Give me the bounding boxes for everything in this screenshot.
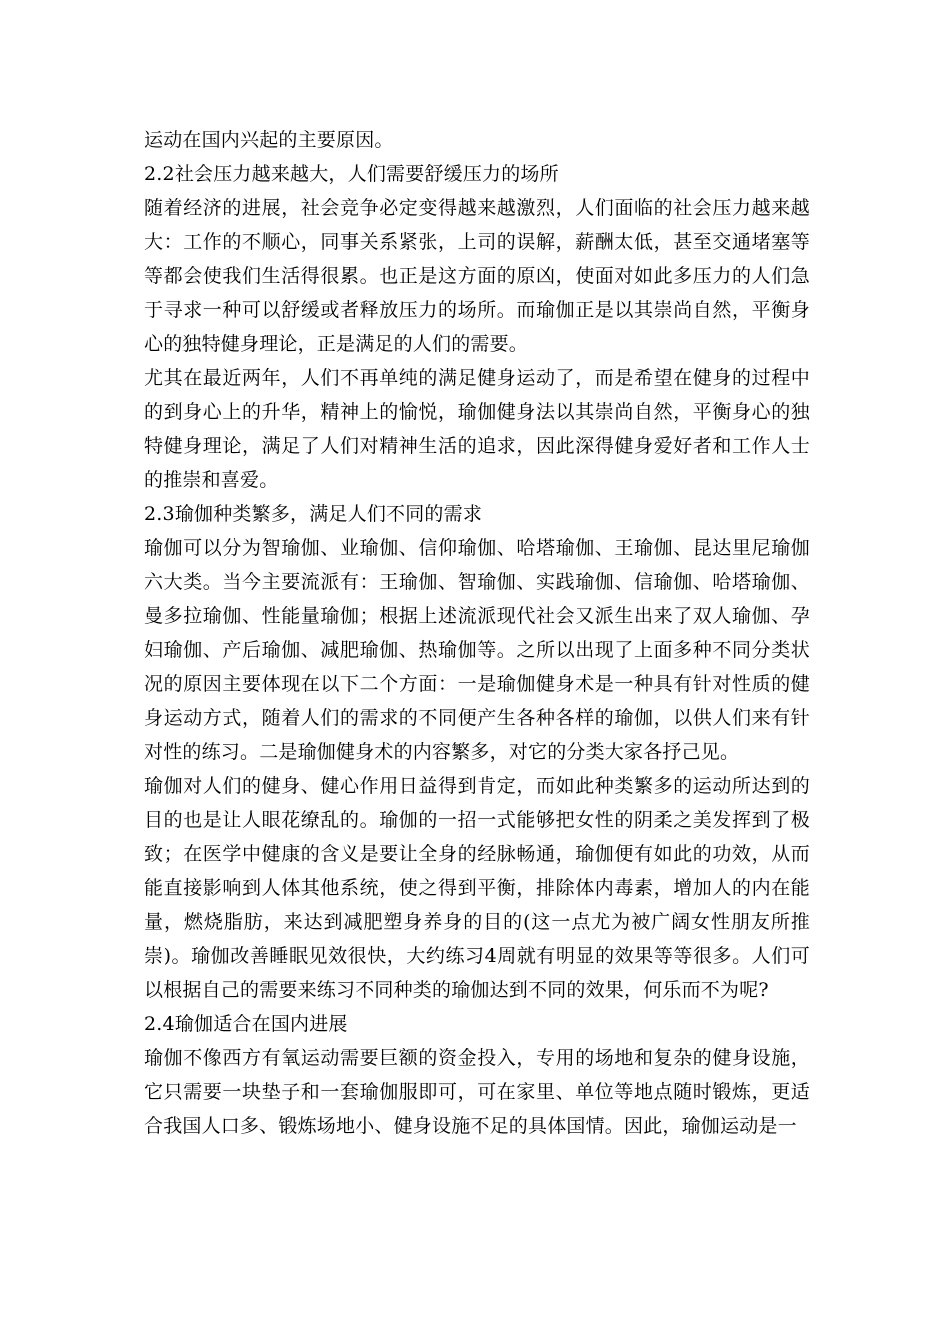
- paragraph: 随着经济的进展，社会竞争必定变得越来越激烈，人们面临的社会压力越来越大：工作的不顺心，同事关系紧张，上司的误解，薪酬太低，甚至交通堵塞等等都会使我们生活得很累。也正是这方面的原凶，使面对如此多压力的人们急于寻求一种可以舒缓或者释放压力的场所。而瑜伽正是以其崇尚自然，平衡身心的独特健身理论，正是满足的人们的需要。: [144, 197, 810, 355]
- section-heading-2-3: 2.3瑜伽种类繁多，满足人们不同的需求: [144, 503, 483, 525]
- document-body: [144, 123, 810, 1143]
- section-heading-2-2: 2.2社会压力越来越大，人们需要舒缓压力的场所: [144, 163, 559, 185]
- paragraph-continuation: 运动在国内兴起的主要原因。: [144, 129, 394, 151]
- paragraph: 瑜伽对人们的健身、健心作用日益得到肯定，而如此种类繁多的运动所达到的目的也是让人眼花缭乱的。瑜伽的一招一式能够把女性的阴柔之美发挥到了极致；在医学中健康的含义是要让全身的经脉畅通，瑜伽便有如此的功效，从而能直接影响到人体其他系统，使之得到平衡，排除体内毒素，增加人的内在能量，燃烧脂肪，来达到减肥塑身养身的目的(这一点尤为被广阔女性朋友所推崇)。瑜伽改善睡眠见效很快，大约练习4周就有明显的效果等等很多。人们可以根据自己的需要来练习不同种类的瑜伽达到不同的效果，何乐而不为呢?: [144, 775, 810, 1001]
- section-heading-2-4: 2.4瑜伽适合在国内进展: [144, 1013, 348, 1035]
- paragraph: 瑜伽可以分为智瑜伽、业瑜伽、信仰瑜伽、哈塔瑜伽、王瑜伽、昆达里尼瑜伽六大类。当今主要流派有：王瑜伽、智瑜伽、实践瑜伽、信瑜伽、哈塔瑜伽、曼多拉瑜伽、性能量瑜伽；根据上述流派现代社会又派生出来了双人瑜伽、孕妇瑜伽、产后瑜伽、减肥瑜伽、热瑜伽等。之所以出现了上面多种不同分类状况的原因主要体现在以下二个方面：一是瑜伽健身术是一种具有针对性质的健身运动方式，随着人们的需求的不同便产生各种各样的瑜伽，以供人们来有针对性的练习。二是瑜伽健身术的内容繁多，对它的分类大家各抒己见。: [144, 537, 810, 763]
- paragraph: 尤其在最近两年，人们不再单纯的满足健身运动了，而是希望在健身的过程中的到身心上的升华，精神上的愉悦，瑜伽健身法以其崇尚自然，平衡身心的独特健身理论，满足了人们对精神生活的追求，因此深得健身爱好者和工作人士的推崇和喜爱。: [144, 367, 810, 491]
- paragraph: 瑜伽不像西方有氧运动需要巨额的资金投入，专用的场地和复杂的健身设施，它只需要一块垫子和一套瑜伽服即可，可在家里、单位等地点随时锻炼，更适合我国人口多、锻炼场地小、健身设施不足的具体国情。因此，瑜伽运动是一: [144, 1047, 810, 1137]
